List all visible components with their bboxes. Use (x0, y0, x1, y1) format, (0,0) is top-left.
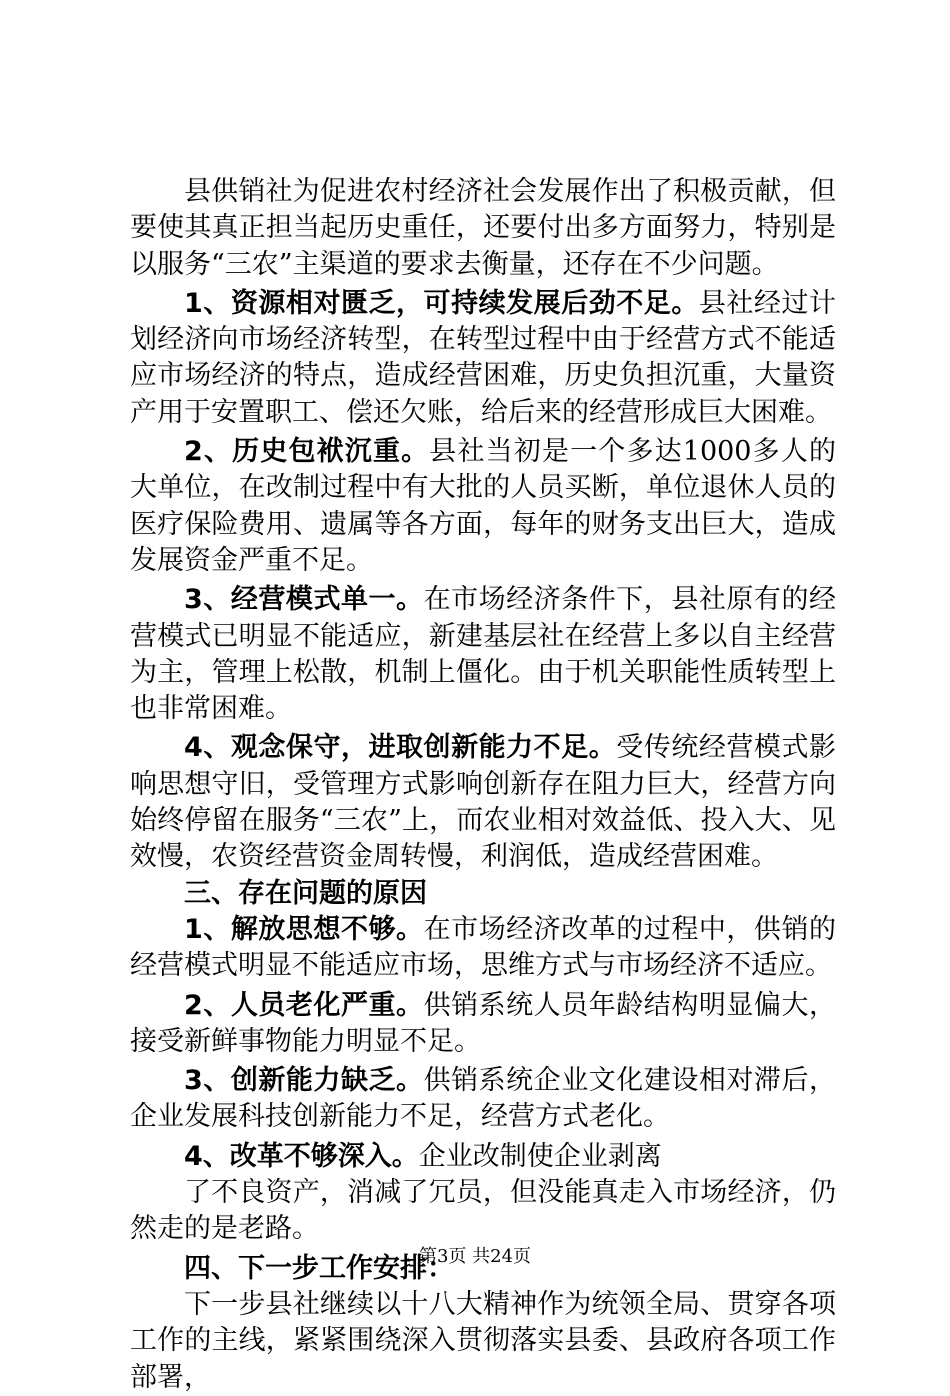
paragraph-problem-4 (130, 730, 836, 875)
paragraph-heading: 3、经营模式单一。 (184, 584, 424, 616)
paragraph-heading: 2、人员老化严重。 (184, 989, 424, 1021)
paragraph-cause-4-continued (130, 1175, 836, 1248)
paragraph-heading: 4、观念保守，进取创新能力不足。 (184, 732, 617, 764)
section-heading: 三、存在问题的原因 (184, 877, 427, 909)
paragraph-cause-4 (130, 1139, 836, 1175)
section-heading-causes (130, 876, 836, 912)
paragraph-cause-2 (130, 988, 836, 1061)
paragraph-text: 了不良资产，消减了冗员，但没能真走入市场经济，仍然走的是老路。 (130, 1177, 836, 1245)
paragraph-heading: 2、历史包袱沉重。 (184, 436, 430, 468)
paragraph-text: 供销系统企业文化建设相对滞后，企业发展科技创新能力不足，经营方式老化。 (130, 1065, 836, 1133)
paragraph-heading: 4、改革不够深入。 (184, 1140, 419, 1172)
paragraph-heading: 3、创新能力缺乏。 (184, 1065, 424, 1097)
paragraph-next-steps (130, 1287, 836, 1396)
paragraph-cause-1 (130, 912, 836, 985)
paragraph-heading: 1、解放思想不够。 (184, 913, 424, 945)
paragraph-text: 在市场经济改革的过程中，供销的经营模式明显不能适应市场，思维方式与市场经济不适应。 (130, 913, 836, 982)
paragraph-text: 县社经过计划经济向市场经济转型，在转型过程中由于经营方式不能适应市场经济的特点，造成经营困难，历史负担沉重，大量资产用于安置职工、偿还欠账，给后来的经营形成巨大困难。 (130, 287, 836, 428)
document-body (130, 174, 836, 1396)
paragraph-text: 县社当初是一个多达1000多人的大单位，在改制过程中有大批的人员买断，单位退休人员的医疗保险费用、遗属等各方面，每年的财务支出巨大，造成发展资金严重不足。 (130, 436, 836, 576)
paragraph-intro (130, 174, 836, 283)
page-footer: 第3页 共24页 (418, 1246, 532, 1267)
paragraph-text: 下一步县社继续以十八大精神作为统领全局、贯穿各项工作的主线，紧紧围绕深入贯彻落实县委、县政府各项工作部署， (130, 1288, 836, 1393)
paragraph-problem-3 (130, 582, 836, 727)
section-heading: 四、下一步工作安排： (184, 1252, 454, 1284)
paragraph-heading: 1、资源相对匮乏，可持续发展后劲不足。 (184, 287, 699, 319)
paragraph-problem-1 (130, 286, 836, 431)
paragraph-text: 受传统经营模式影响思想守旧，受管理方式影响创新存在阻力巨大，经营方向始终停留在服务“三农”上，而农业相对效益低、投入大、见效慢，农资经营资金周转慢，利润低，造成经营困难。 (130, 732, 836, 873)
paragraph-cause-3 (130, 1063, 836, 1136)
paragraph-text: 供销系统人员年龄结构明显偏大，接受新鲜事物能力明显不足。 (130, 989, 836, 1057)
paragraph-text: 企业改制使企业剥离 (418, 1140, 662, 1172)
paragraph-text: 在市场经济条件下，县社原有的经营模式已明显不能适应，新建基层社在经营上多以自主经营为主，管理上松散，机制上僵化。由于机关职能性质转型上也非常困难。 (130, 584, 836, 725)
paragraph-problem-2 (130, 434, 836, 579)
paragraph-text: 县供销社为促进农村经济社会发展作出了积极贡献，但要使其真正担当起历史重任，还要付出多方面努力，特别是以服务“三农”主渠道的要求去衡量，还存在不少问题。 (130, 176, 836, 280)
